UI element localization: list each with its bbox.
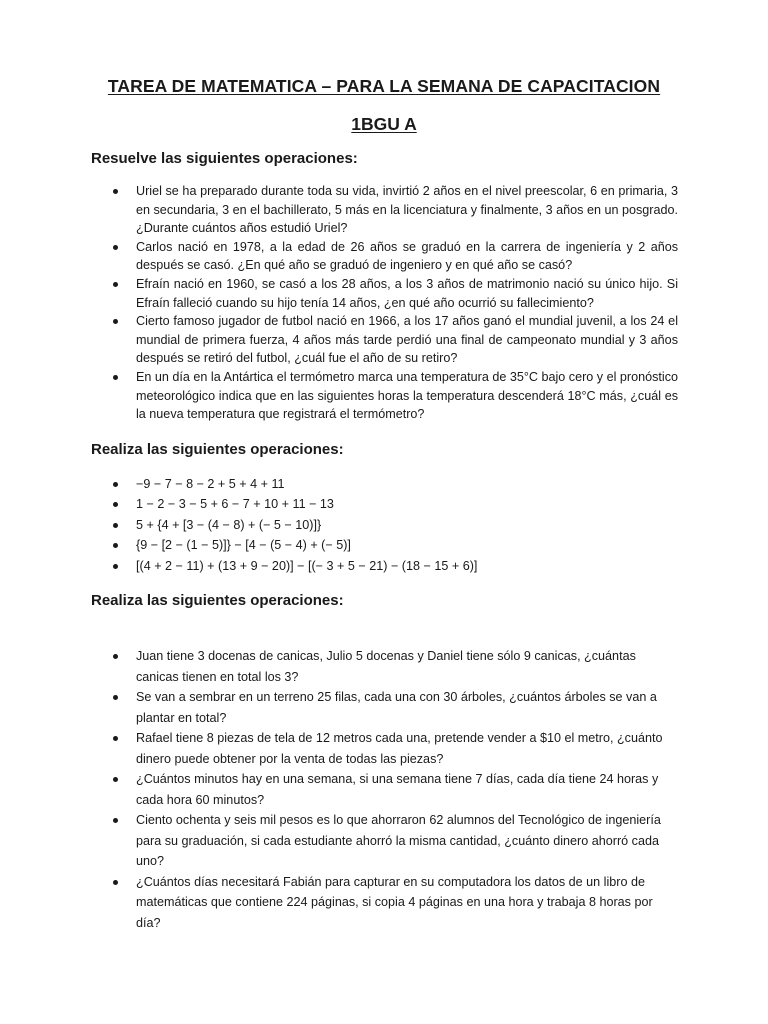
problem-list-2 bbox=[110, 646, 670, 933]
list-item: Carlos nació en 1978, a la edad de 26 años se graduó en la carrera de ingeniería y 2 años después se casó. ¿En qué año se graduó de ingeniero y en qué año se casó? bbox=[110, 238, 678, 275]
problem-list-1 bbox=[110, 182, 678, 424]
list-item: [(4 + 2 − 11) + (13 + 9 − 20)] − [(− 3 + 5 − 21) − (18 − 15 + 6)] bbox=[110, 556, 670, 576]
list-item: Rafael tiene 8 piezas de tela de 12 metros cada una, pretende vender a $10 el metro, ¿cuánto dinero puede obtener por la venta de todas las piezas? bbox=[110, 728, 670, 769]
page-title: TAREA DE MATEMATICA – PARA LA SEMANA DE CAPACITACION bbox=[107, 76, 661, 96]
list-item: Ciento ochenta y seis mil pesos es lo que ahorraron 62 alumnos del Tecnológico de ingeniería para su graduación, si cada estudiante ahorró la misma cantidad, ¿cuánto dinero ahorró cada uno? bbox=[110, 810, 670, 872]
list-item: Se van a sembrar en un terreno 25 filas, cada una con 30 árboles, ¿cuántos árboles se van a plantar en total? bbox=[110, 687, 670, 728]
list-item: Cierto famoso jugador de futbol nació en 1966, a los 17 años ganó el mundial juvenil, a los 24 el mundial de primera fuerza, 4 años más tarde perdió una final de campeonato mundial y 3 años después se retiró del futbol, ¿cuál fue el año de su retiro? bbox=[110, 312, 678, 368]
list-item: En un día en la Antártica el termómetro marca una temperatura de 35°C bajo cero y el pronóstico meteorológico indica que en las siguientes horas la temperatura descenderá 18°C más, ¿cuál es la nueva temperatura que registrará el termómetro? bbox=[110, 368, 678, 424]
page-subtitle: 1BGU A bbox=[351, 114, 417, 134]
list-item: Juan tiene 3 docenas de canicas, Julio 5 docenas y Daniel tiene sólo 9 canicas, ¿cuántas canicas tienen en total los 3? bbox=[110, 646, 670, 687]
section-heading-2: Realiza las siguientes operaciones: bbox=[91, 441, 344, 458]
section-heading-3: Realiza las siguientes operaciones: bbox=[91, 592, 344, 609]
list-item: ¿Cuántos días necesitará Fabián para capturar en su computadora los datos de un libro de matemáticas que contiene 224 páginas, si copia 4 páginas en una hora y trabaja 8 horas por día? bbox=[110, 872, 670, 934]
list-item: Uriel se ha preparado durante toda su vida, invirtió 2 años en el nivel preescolar, 6 en primaria, 3 en secundaria, 3 en el bachillerato, 5 más en la licenciatura y finalmente, 3 años en un posgrado. ¿Durante cuántos años estudió Uriel? bbox=[110, 182, 678, 238]
list-item: 1 − 2 − 3 − 5 + 6 − 7 + 10 + 11 − 13 bbox=[110, 494, 670, 514]
list-item: −9 − 7 − 8 − 2 + 5 + 4 + 11 bbox=[110, 474, 670, 494]
list-item: Efraín nació en 1960, se casó a los 28 años, a los 3 años de matrimonio nació su único hijo. Si Efraín falleció cuando su hijo tenía 14 años, ¿en qué año ocurrió su fallecimiento? bbox=[110, 275, 678, 312]
list-item: 5 + {4 + [3 − (4 − 8) + (− 5 − 10)]} bbox=[110, 515, 670, 535]
list-item: ¿Cuántos minutos hay en una semana, si una semana tiene 7 días, cada día tiene 24 horas y cada hora 60 minutos? bbox=[110, 769, 670, 810]
list-item: {9 − [2 − (1 − 5)]} − [4 − (5 − 4) + (− 5)] bbox=[110, 535, 670, 555]
section-heading-1: Resuelve las siguientes operaciones: bbox=[91, 150, 358, 167]
operations-list bbox=[110, 474, 670, 576]
